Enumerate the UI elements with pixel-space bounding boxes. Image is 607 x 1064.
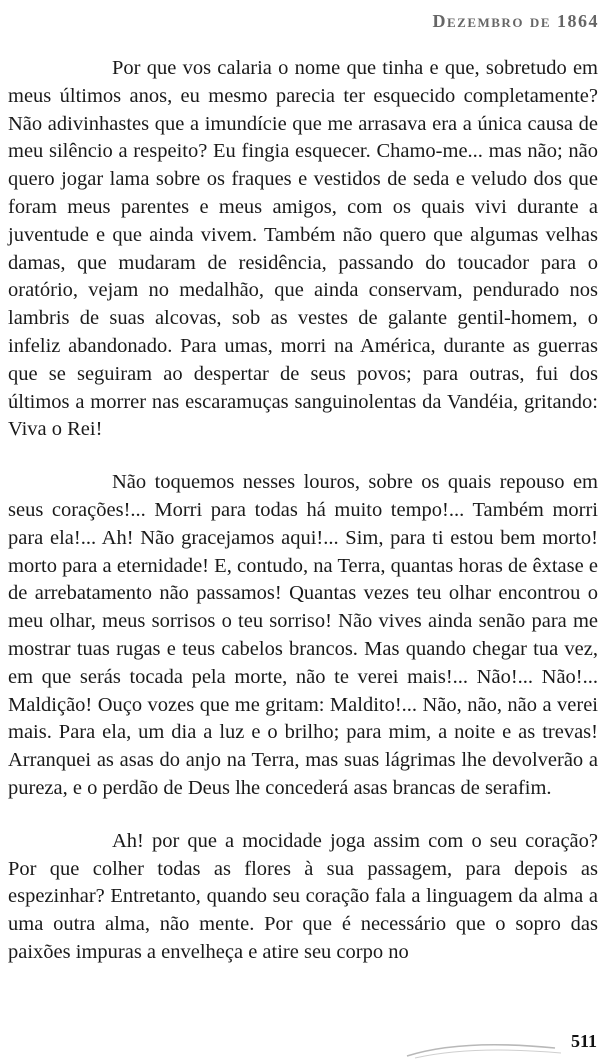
footer-flourish (405, 1036, 565, 1060)
page-body (8, 55, 598, 992)
page-number: 511 (570, 1031, 597, 1051)
paragraph-3: Ah! por que a mocidade joga assim com o seu coração? Por que colher todas as flores à sua passagem, para depois as espezinhar? Entretanto, quando seu coração fala a linguagem da alma a uma outra alma, não mente. Por que é necessário que o sopro das paixões impuras a envelheça e atire seu corpo no (8, 829, 598, 963)
paragraph-1: Por que vos calaria o nome que tinha e que, sobretudo em meus últimos anos, eu mesmo parecia ter esquecido completamente? Não adivinhastes que a imundície que me arrasava era a única causa de meu silêncio a respeito? Eu fingia esquecer. Chamo-me... mas não; não quero jogar lama sobre os fraques e vestidos de seda e veludo dos que foram meus parentes e meus amigos, com os quais vivi durante a juventude e que ainda vivem. Também não quero que algumas velhas damas, que mudaram de residência, passando do toucador para o oratório, vejam no medalhão, que ainda conservam, pendurado nos lambris de suas alcovas, sob as vestes de galante gentil-homem, o infeliz abandonado. Para umas, morri na América, durante as guerras que se seguiram ao despertar de seus povos; para outras, fui dos últimos a morrer nas escaramuças sanguinolentas da Vandéia, gritando: Viva o Rei! (8, 57, 598, 441)
paragraph-2: Não toquemos nesses louros, sobre os quais repouso em seus corações!... Morri para todas há muito tempo!... Também morri para ela!... Ah! Não gracejamos aqui!... Sim, para ti estou bem morto! morto para a eternidade! E, contudo, na Terra, quantas horas de êxtase e de arrebatamento não passamos! Quantas vezes teu olhar encontrou o meu olhar, meus sorrisos o teu sorriso! Não vives ainda senão para me mostrar tuas rugas e teus cabelos brancos. Mas quando chegar tua vez, em que serás tocada pela morte, não te verei mais!... Não!... Não!... Maldição! Ouço vozes que me gritam: Maldito!... Não, não, não a verei mais. Para ela, um dia a luz e o brilho; para mim, a noite e as trevas! Arranquei as asas do anjo na Terra, mas suas lágrimas lhe devolverão a pureza, e o perdão de Deus lhe concederá asas brancas de serafim. (8, 471, 598, 799)
running-header: Dezembro de 1864 (432, 11, 599, 31)
